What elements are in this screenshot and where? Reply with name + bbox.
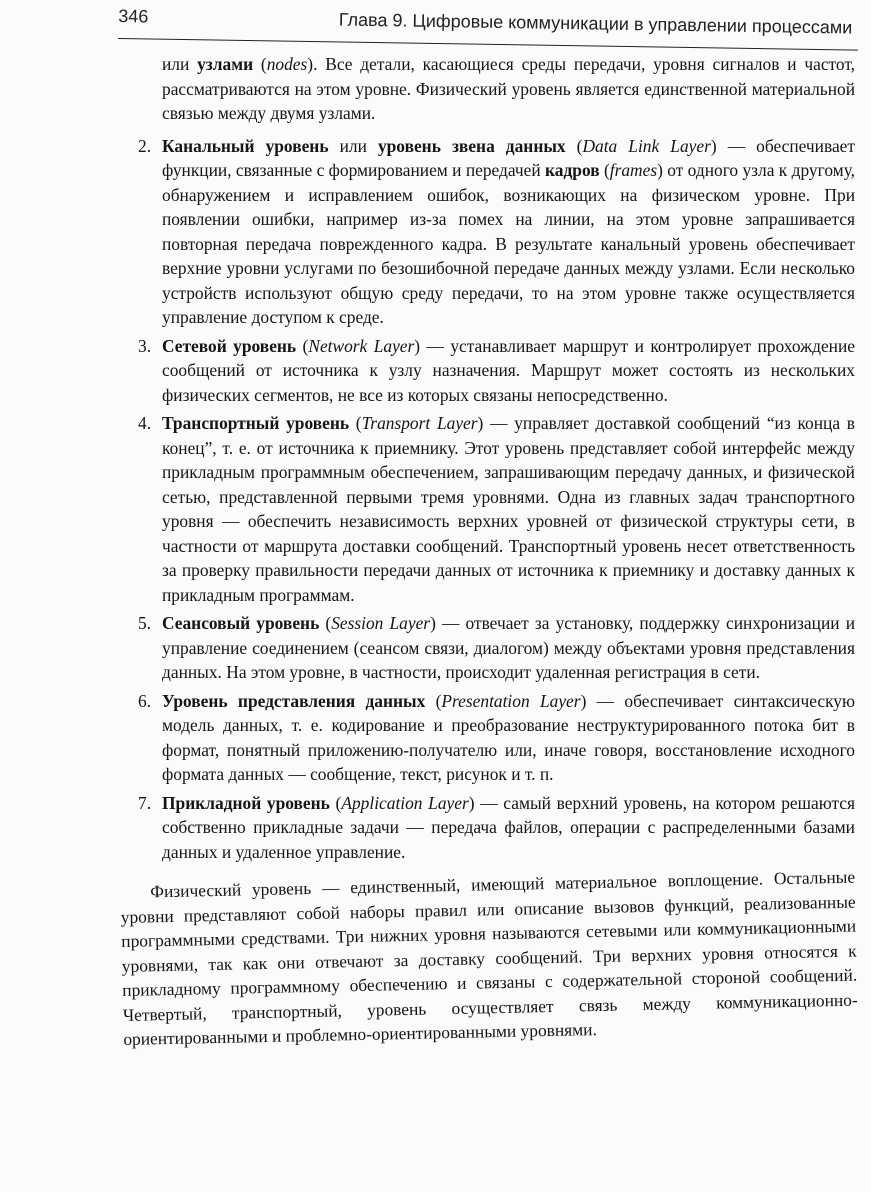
list-item-4 — [120, 411, 855, 607]
english-term: frames — [609, 160, 658, 180]
item-text: ) от одного узла к другому, обнаружением и исправлением ошибок, возникающих на физическом уровне. При появлении ошибки, например из-за помех на линии, на этом уровне запрашивается повторная передача поврежденного кадра. В результате канальный уровень обеспечивает верхние уровни услугами по безошибочной передаче данных между узлами. Если несколько устройств используют общую среду передачи, то на этом уровне также осуществляется управление доступом к среде. — [162, 160, 855, 327]
item-term-alt: уровень звена данных — [377, 135, 566, 156]
item-text: ) — самый верхний уровень, на котором решаются собственно прикладные задачи — передача файлов, операции с распределенными базами данных и удаленное управление. — [162, 792, 856, 862]
paren-open: ( — [253, 54, 267, 74]
list-item-1-continuation — [120, 52, 855, 126]
item-text: ) — обеспечивает синтаксическую модель данных, т. е. кодирование и преобразование неструктурированного потока бит в формат, понятный приложению-получателю или, иначе говоря, восстановление исходного формата данных — сообщение, текст, рисунок и т. п. — [162, 690, 855, 784]
item-term: Сеансовый уровень — [162, 613, 320, 633]
item-number: 2. — [138, 135, 152, 156]
item-number: 7. — [138, 792, 152, 813]
paren-open: ( — [425, 690, 442, 711]
item-text: ) — управляет доставкой сообщений “из конца в конец”, т. е. от источника к приемнику. Этот уровень представляет собой интерфейс между прикладным программным обеспечением, запрашивающим передачу данных, и физической сетью, представленной первыми тремя уровнями. Одна из главных задач транспортного уровня — обеспечить независимость верхних уровней от физической структуры сети, в частности от маршрута доставки сообщений. Транспортный уровень несет ответственность за проверку правильности передачи данных от источника к приемнику и доставку данных к прикладным программам. — [162, 413, 855, 605]
english-term: Application Layer — [341, 792, 469, 813]
item-term: Транспортный уровень — [162, 413, 350, 433]
continuation-prefix: или — [162, 54, 198, 74]
list-item-2 — [120, 134, 855, 330]
item-text: ) — обеспечивает функции, связанные с формированием и передачей — [162, 135, 855, 180]
page-number: 346 — [118, 6, 149, 27]
english-term: nodes — [266, 54, 308, 74]
list-item-6 — [120, 689, 855, 787]
item-text: ) — отвечает за установку, поддержку синхронизации и управление соединением (сеансом связи, диалогом) между объектами уровня представления данных. На этом уровне, в частности, происходит удаленная регистрация в сети. — [162, 613, 856, 682]
term-frames: кадров — [545, 160, 600, 180]
list-item-3 — [120, 334, 855, 408]
item-term: Прикладной уровень — [162, 792, 330, 813]
item-text: ) — устанавливает маршрут и контролирует прохождение сообщений от источника к узлу назначения. Маршрут может состоять из нескольких физических сегментов, не все из которых связаны непосредственно. — [162, 335, 855, 405]
body-text — [120, 52, 858, 1069]
closing-paragraph: Физический уровень — единственный, имеющий материальное воплощение. Остальные уровни представляют собой наборы правил или описание вызовов функций, реализованные программными средствами. Три нижних уровня называются сетевыми или коммуникационными уровнями, так как они отвечают за доставку сообщений. Три верхних уровня относятся к прикладному программному обеспечению и связаны с содержательной стороной сообщений. Четвертый, транспортный, уровень осуществляет связь между коммуникационно-ориентированными и проблемно-ориентированными уровнями. — [120, 866, 858, 1049]
english-term: Presentation Layer — [441, 690, 581, 711]
list-item-5 — [120, 611, 855, 685]
paren-open: ( — [349, 413, 362, 433]
item-number: 3. — [138, 335, 152, 356]
english-term: Data Link Layer — [582, 135, 711, 156]
paren-open: ( — [565, 135, 583, 156]
chapter-title: Глава 9. Цифровые коммуникации в управлении процессами — [338, 9, 853, 38]
term-nodes: узлами — [197, 54, 254, 74]
paren-open: ( — [599, 160, 610, 180]
item-number: 6. — [138, 690, 152, 711]
list-item-7 — [120, 791, 855, 865]
paren-open: ( — [329, 792, 342, 813]
item-number: 4. — [138, 413, 152, 433]
english-term: Network Layer — [308, 335, 415, 356]
item-connector: или — [328, 135, 378, 156]
paren-open: ( — [319, 613, 332, 633]
item-number: 5. — [138, 613, 152, 633]
item-term: Канальный уровень — [162, 135, 329, 156]
item-term: Сетевой уровень — [162, 335, 297, 356]
running-header — [118, 4, 858, 51]
english-term: Transport Layer — [361, 413, 478, 433]
paren-open: ( — [296, 335, 309, 356]
item-term: Уровень представления данных — [162, 690, 426, 711]
continuation-text: ). Все детали, касающиеся среды передачи, уровня сигналов и частот, рассматриваются на этом уровне. Физический уровень является единственной материальной связью между двумя узлами. — [162, 54, 856, 123]
english-term: Session Layer — [331, 613, 431, 633]
